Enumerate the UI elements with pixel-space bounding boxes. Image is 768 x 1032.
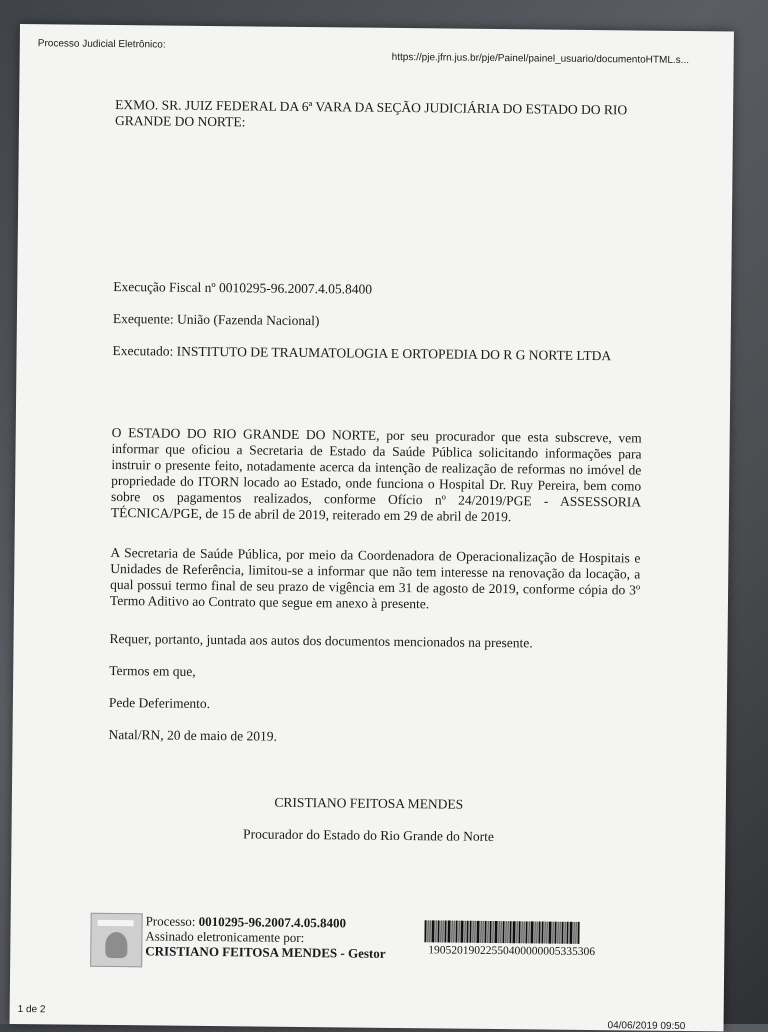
paragraph-6: Natal/RN, 20 de maio de 2019.	[108, 726, 277, 744]
paragraph-5: Pede Deferimento.	[108, 694, 211, 712]
paragraph-3: Requer, portanto, juntada aos autos dos documentos mencionados na presente.	[109, 630, 533, 651]
paragraph-4: Termos em que,	[109, 662, 196, 679]
barcode-number: 19052019022550400000005335306	[428, 944, 596, 959]
assinado-label: Assinado eletronicamente por:	[145, 928, 305, 946]
paragraph-2: A Secretaria de Saúde Pública, por meio da Coordenadora de Operacionalização de Hospitais e Unidades de Referência, limitou-se a informar que não tem interesse na renovação da locação, a qual possui termo final de seu prazo de vigência em 31 de agosto de 2019, conforme cópia do 3º Termo Aditivo ao Contrato que segue em anexo à presente.	[109, 544, 641, 612]
signer-name: CRISTIANO FEITOSA MENDES - Gestor	[145, 943, 386, 961]
page-number: 1 de 2	[17, 1004, 46, 1016]
signature-name: CRISTIANO FEITOSA MENDES	[274, 794, 464, 812]
signature-role: Procurador do Estado do Rio Grande do Norte	[243, 826, 495, 845]
case-execucao: Execução Fiscal nº 0010295-96.2007.4.05.8400	[113, 278, 373, 297]
header-left: Processo Judicial Eletrônico:	[37, 38, 166, 51]
case-exequente: Exequente: União (Fazenda Nacional)	[112, 310, 320, 329]
digital-seal-icon	[90, 913, 143, 968]
print-datetime: 04/06/2019 09:50	[607, 1020, 686, 1032]
barcode	[424, 920, 612, 944]
processo-label: Processo:	[145, 913, 199, 929]
case-executado: Executado: INSTITUTO DE TRAUMATOLOGIA E ORTOPEDIA DO R G NORTE LTDA	[112, 342, 612, 364]
header-url: https://pje.jfrn.jus.br/pje/Painel/painel_usuario/documentoHTML.s...	[391, 51, 690, 67]
document-page	[10, 24, 734, 1031]
addressee: EXMO. SR. JUIZ FEDERAL DA 6ª VARA DA SEÇÃO JUDICIÁRIA DO ESTADO DO RIO GRANDE DO NORTE:	[114, 97, 628, 130]
signature-block	[145, 913, 386, 961]
processo-number: 0010295-96.2007.4.05.8400	[198, 913, 347, 931]
paragraph-1: O ESTADO DO RIO GRANDE DO NORTE, por seu procurador que esta subscreve, vem informar que oficiou a Secretaria de Estado da Saúde Pública solicitando informações para instruir o presente feito, notadamente acerca da intenção de realização de reformas no imóvel de propriedade do ITORN locado ao Estado, onde funciona o Hospital Dr. Ruy Pereira, bem como sobre os pagamentos realizados, conforme Ofício nº 24/2019/PGE - ASSESSORIA TÉCNICA/PGE, de 15 de abril de 2019, reiterado em 29 de abril de 2019.	[110, 424, 642, 525]
